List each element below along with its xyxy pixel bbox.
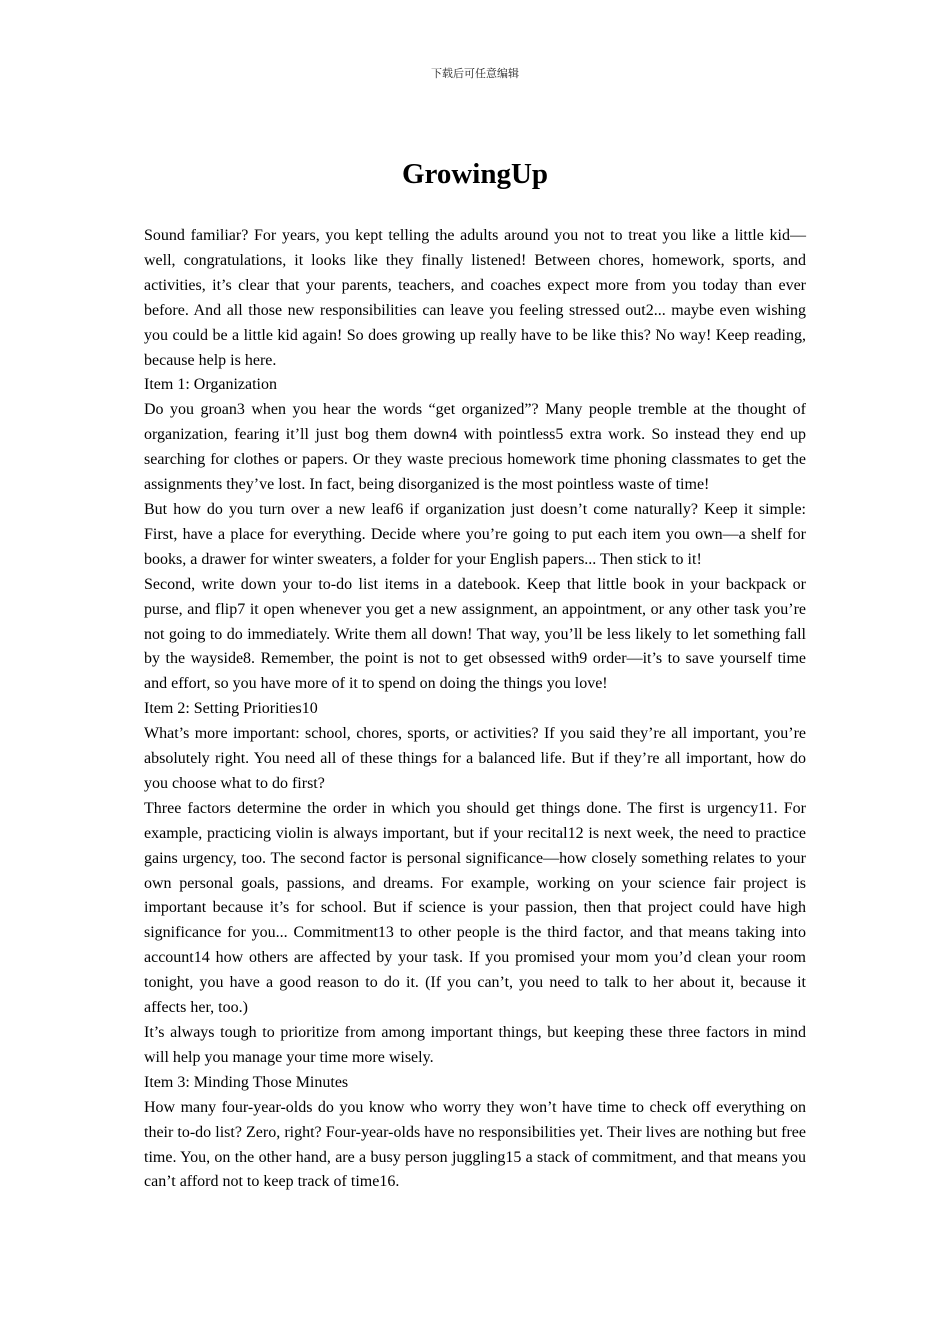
paragraph-intro: Sound familiar? For years, you kept telling the adults around you not to treat you like a little kid—well, congratulations, it looks like they finally listened! Between chores, homework, sports, and activities, it’s clear that your parents, teachers, and coaches expect more from you today than ever before. And all those new responsibilities can leave you feeling stressed out2... maybe even wishing you could be a little kid again! So does growing up really have to be like this? No way! Keep reading, because help is here.: [144, 227, 806, 369]
paragraph: It’s always tough to prioritize from among important things, but keeping these three factors in mind will help you manage your time more wisely.: [144, 1024, 806, 1066]
section-heading-organization: Item 1: Organization: [144, 376, 277, 394]
header-note: 下载后可任意编辑: [431, 67, 519, 80]
paragraph: How many four-year-olds do you know who worry they won’t have time to check off everything on their to-do list? Zero, right? Four-year-olds have no responsibilities yet. Their lives are nothing but free time. You, on the other hand, are a busy person juggling15 a stack of commitment, and that means you can’t afford not to keep track of time16.: [144, 1098, 806, 1191]
paragraph: Three factors determine the order in which you should get things done. The first is urgency11. For example, practicing violin is always important, but if your recital12 is next week, the need to practice gains urgency, too. The second factor is personal significance—how closely something relates to your own personal goals, passions, and dreams. For example, working on your science fair project is important because it’s for school. But if science is your passion, then that project could have high significance for you... Commitment13 to other people is the third factor, and that means taking into account14 how others are affected by your task. If you promised your mom you’d clean your room tonight, you have a good reason to do it. (If you can’t, you need to talk to her about it, because it affects her, too.): [144, 799, 806, 1017]
paragraph: Second, write down your to-do list items in a datebook. Keep that little book in your backpack or purse, and flip7 it open whenever you get a new assignment, an appointment, or any other task you’re not going to do immediately. Write them all down! That way, you’ll be less likely to let something fall by the wayside8. Remember, the point is not to get obsessed with9 order—it’s to save yourself time and effort, so you have more of it to spend on doing the things you love!: [144, 575, 806, 693]
paragraph: What’s more important: school, chores, sports, or activities? If you said they’re all important, you’re absolutely right. You need all of these things for a balanced life. But if they’re all important, how do you choose what to do first?: [144, 725, 806, 792]
paragraph: But how do you turn over a new leaf6 if organization just doesn’t come naturally? Keep it simple: First, have a place for everything. Decide where you’re going to put each item you own—a shelf for books, a drawer for winter sweaters, a folder for your English papers... Then stick to it!: [144, 500, 806, 568]
paragraph: Do you groan3 when you hear the words “get organized”? Many people tremble at the thought of organization, fearing it’ll just bog them down4 with pointless5 extra work. So instead they end up searching for clothes or papers. Or they waste precious homework time phoning classmates to get the assignments they’ve lost. In fact, being disorganized is the most pointless waste of time!: [144, 401, 806, 494]
section-heading-priorities: Item 2: Setting Priorities10: [144, 700, 318, 718]
section-heading-minutes: Item 3: Minding Those Minutes: [144, 1073, 349, 1091]
document-title: GrowingUp: [401, 158, 549, 190]
document-body: [144, 224, 806, 1195]
